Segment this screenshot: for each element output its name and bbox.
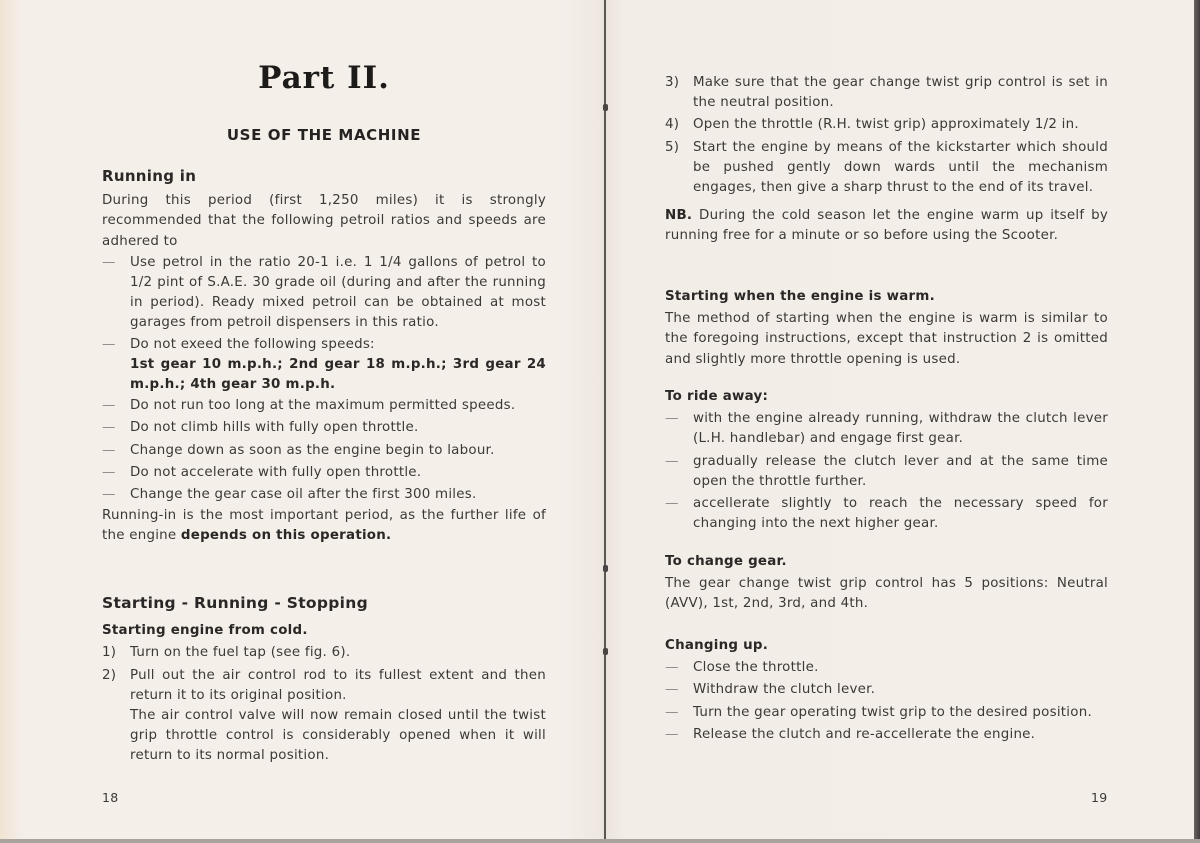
starting-cold-heading: Starting engine from cold.	[102, 623, 308, 639]
ride-away-heading: To ride away:	[665, 389, 769, 404]
change-gear-heading: To change gear.	[665, 554, 787, 569]
dash-bullet: —	[102, 464, 116, 480]
running-in-section	[102, 166, 546, 547]
binding-staple	[603, 565, 608, 572]
page-number: 19	[1091, 790, 1108, 805]
steps-continued	[665, 73, 1108, 247]
list-item: — Change the gear case oil after the first 300 miles.	[102, 485, 546, 505]
dash-bullet: —	[102, 487, 116, 503]
list-item: — Do not run too long at the maximum permitted speeds.	[102, 396, 546, 416]
dash-bullet: —	[102, 398, 116, 414]
section-title: USE OF THE MACHINE	[226, 126, 422, 144]
list-item: — Do not exeed the following speeds: 1st gear 10 m.p.h.; 2nd gear 18 m.p.h.; 3rd gear 24 m.p.h.; 4th gear 30 m.p.h.	[102, 335, 546, 396]
part-title: Part II.	[258, 60, 390, 96]
nb-note: NB. During the cold season let the engine warm up itself by running free for a minute or so before using the Scooter.	[665, 208, 1108, 244]
step-note: The air control valve will now remain closed until the twist grip throttle control is considerably opened when it will return to its normal position.	[130, 708, 546, 764]
step-item: 2) Pull out the air control rod to its fullest extent and then return it to its original position. The air control valve will now remain closed until the twist grip throttle control is considerably opened when it will return to its normal position.	[102, 666, 546, 767]
step-item: 4) Open the throttle (R.H. twist grip) approximately 1/2 in.	[665, 117, 1079, 133]
step-item: 1) Turn on the fuel tap (see fig. 6).	[102, 645, 351, 661]
change-gear-text: The gear change twist grip control has 5 positions: Neutral (AVV), 1st, 2nd, 3rd, and 4th.	[665, 576, 1108, 612]
dash-bullet: —	[102, 420, 116, 436]
warm-start-text: The method of starting when the engine is warm is similar to the foregoing instructions, except that instruction 2 is omitted and slightly more throttle opening is used.	[665, 311, 1108, 367]
dash-bullet: —	[102, 254, 116, 270]
speed-limits: 1st gear 10 m.p.h.; 2nd gear 18 m.p.h.; 3rd gear 24 m.p.h.; 4th gear 30 m.p.h.	[130, 356, 546, 393]
running-in-heading: Running in	[102, 167, 197, 185]
right-page-content	[665, 0, 1108, 840]
dash-bullet: —	[102, 442, 116, 458]
list-item: — Use petrol in the ratio 20-1 i.e. 1 1/4 gallons of petrol to 1/2 pint of S.A.E. 30 grade oil (during and after the running in period). Ready mixed petroil can be obtained at most garages from petroil dispensers in this ratio.	[102, 254, 546, 331]
ride-away-section	[665, 387, 1108, 534]
list-item: — with the engine already running, withdraw the clutch lever (L.H. handlebar) and engage first gear.	[665, 411, 1108, 447]
list-item: — Do not climb hills with fully open throttle.	[102, 418, 546, 438]
warm-start-section	[665, 287, 1108, 370]
book-gutter	[604, 0, 606, 840]
book-edge	[1194, 0, 1200, 843]
step-item: 3) Make sure that the gear change twist grip control is set in the neutral position.	[665, 75, 1108, 111]
list-item: — Close the throttle.	[665, 660, 819, 676]
list-item: — Turn the gear operating twist grip to the desired position.	[665, 704, 1092, 720]
list-item: — Release the clutch and re-accellerate the engine.	[665, 726, 1036, 742]
list-item: — gradually release the clutch lever and at the same time open the throttle further.	[665, 453, 1108, 489]
change-gear-section	[665, 552, 1108, 615]
starting-heading: Starting - Running - Stopping	[102, 594, 369, 612]
running-in-closing: Running-in is the most important period, as the further life of the engine depends on this operation.	[102, 508, 546, 544]
binding-staple	[603, 648, 608, 655]
changing-up-heading: Changing up.	[665, 638, 769, 653]
step-item: 5) Start the engine by means of the kickstarter which should be pushed gently down wards until the mechanism engages, then give a sharp thrust to the end of its travel.	[665, 139, 1108, 196]
list-item: — Change down as soon as the engine begin to labour.	[102, 441, 546, 461]
binding-staple	[603, 104, 608, 111]
list-item: — Withdraw the clutch lever.	[665, 682, 876, 698]
page-number: 18	[102, 790, 119, 805]
left-page-content	[102, 0, 546, 840]
dash-bullet: —	[102, 336, 116, 352]
starting-section	[102, 593, 546, 767]
running-in-intro: During this period (first 1,250 miles) it is strongly recommended that the following petroil ratios and speeds are adhered to	[102, 193, 546, 249]
warm-start-heading: Starting when the engine is warm.	[665, 289, 935, 304]
list-item: — Do not accelerate with fully open throttle.	[102, 463, 546, 483]
list-item: — accellerate slightly to reach the necessary speed for changing into the next higher gear.	[665, 496, 1108, 532]
changing-up-section	[665, 636, 1108, 745]
